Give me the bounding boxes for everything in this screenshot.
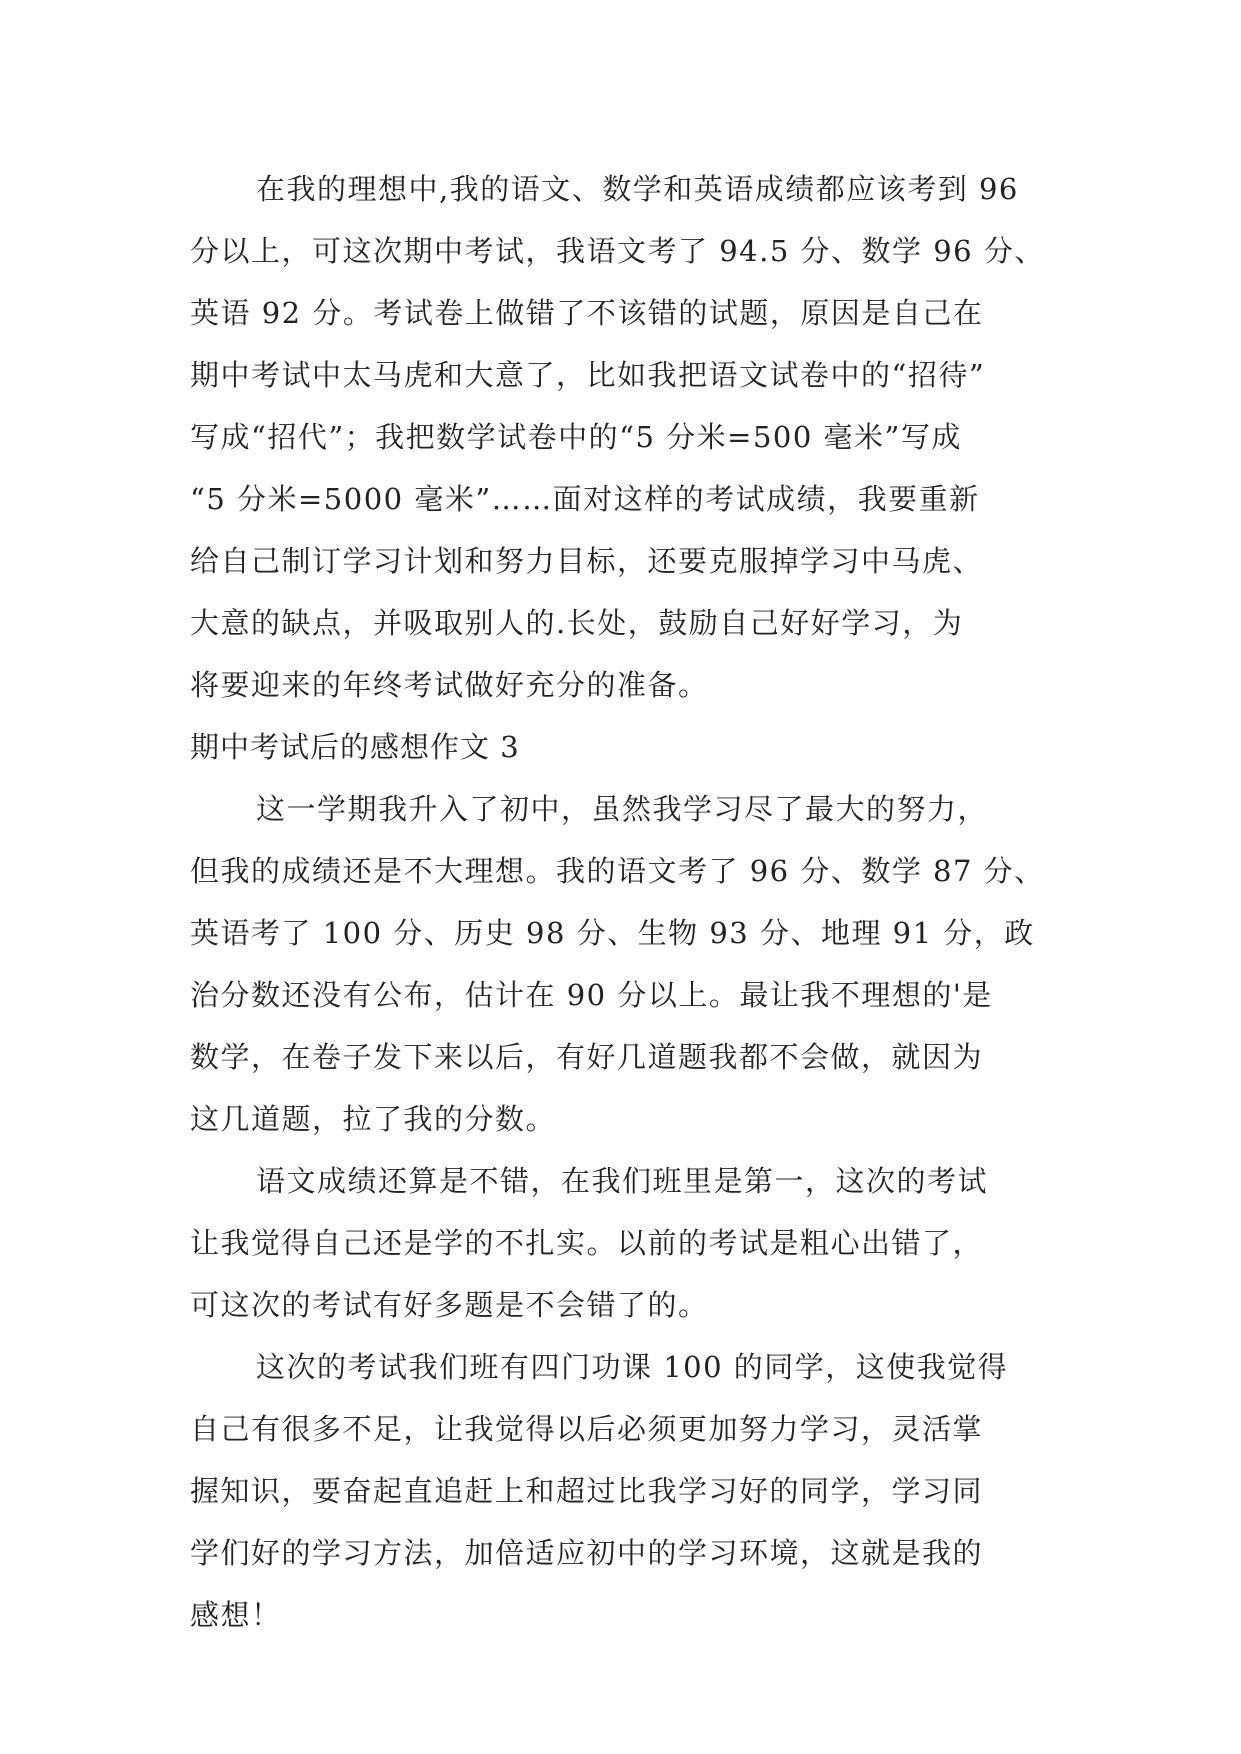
text-line: 语文成绩还算是不错，在我们班里是第一，这次的考试 — [256, 1164, 989, 1198]
text-line: 让我觉得自己还是学的不扎实。以前的考试是粗心出错了， — [190, 1226, 984, 1260]
text-line: 这一学期我升入了初中，虽然我学习尽了最大的努力， — [256, 792, 989, 826]
paragraph-2 — [190, 778, 1070, 1150]
text-line: 在我的理想中,我的语文、数学和英语成绩都应该考到 96 — [256, 172, 1019, 206]
text-line: 学们好的学习方法，加倍适应初中的学习环境，这就是我的 — [190, 1536, 984, 1570]
text-line: 写成“招代”；我把数学试卷中的“5 分米=500 毫米”写成 — [190, 420, 962, 454]
text-line: “5 分米=5000 毫米”……面对这样的考试成绩，我要重新 — [190, 482, 980, 516]
text-line: 感想！ — [190, 1598, 282, 1632]
text-line: 英语考了 100 分、历史 98 分、生物 93 分、地理 91 分，政 — [190, 916, 1035, 950]
text-line: 大意的缺点，并吸取别人的.长处，鼓励自己好好学习，为 — [190, 606, 964, 640]
text-line: 握知识，要奋起直追赶上和超过比我学习好的同学，学习同 — [190, 1474, 984, 1508]
text-line: 可这次的考试有好多题是不会错了的。 — [190, 1288, 709, 1322]
text-line: 数学，在卷子发下来以后，有好几道题我都不会做，就因为 — [190, 1040, 984, 1074]
paragraph-3 — [190, 1150, 1070, 1336]
text-line: 但我的成绩还是不大理想。我的语文考了 96 分、数学 87 分、 — [190, 854, 1045, 888]
text-line: 英语 92 分。考试卷上做错了不该错的试题，原因是自己在 — [190, 296, 984, 330]
paragraph-4 — [190, 1336, 1070, 1646]
text-line: 这次的考试我们班有四门功课 100 的同学，这使我觉得 — [256, 1350, 1009, 1384]
text-line: 治分数还没有公布，估计在 90 分以上。最让我不理想的'是 — [190, 978, 993, 1012]
text-line: 分以上，可这次期中考试，我语文考了 94.5 分、数学 96 分、 — [190, 234, 1045, 268]
text-line: 自己有很多不足，让我觉得以后必须更加努力学习，灵活掌 — [190, 1412, 984, 1446]
document-body — [190, 158, 1070, 1646]
heading-text: 期中考试后的感想作文 3 — [190, 730, 520, 764]
text-line: 给自己制订学习计划和努力目标，还要克服掉学习中马虎、 — [190, 544, 984, 578]
paragraph-1 — [190, 158, 1070, 716]
text-line: 期中考试中太马虎和大意了，比如我把语文试卷中的“招待” — [190, 358, 986, 392]
section-heading — [190, 716, 1070, 778]
text-line: 将要迎来的年终考试做好充分的准备。 — [190, 668, 709, 702]
text-line: 这几道题，拉了我的分数。 — [190, 1102, 557, 1136]
